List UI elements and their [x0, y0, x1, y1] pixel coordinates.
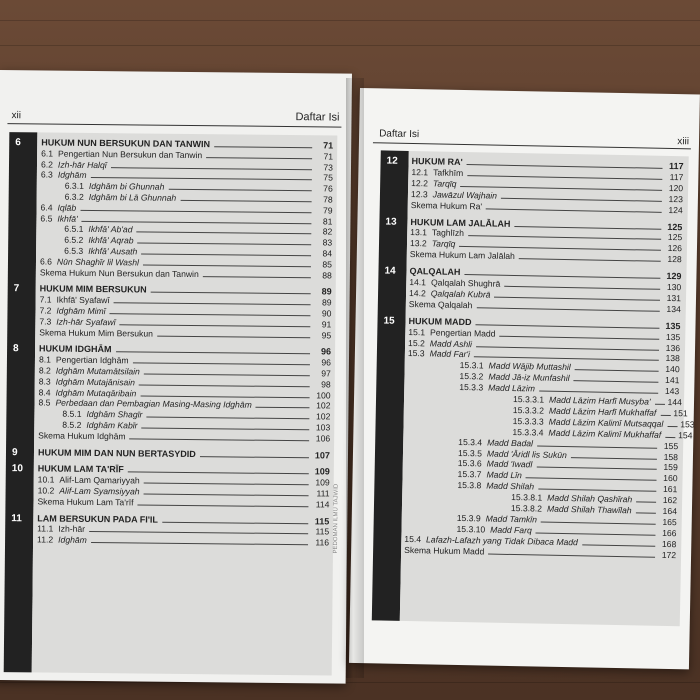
- page-number-right: xiii: [677, 136, 690, 148]
- page-number: 83: [322, 237, 333, 248]
- entry-number: 15.3.3.3: [512, 415, 544, 427]
- page-number: 76: [323, 183, 333, 194]
- chapter-number: 14: [384, 265, 396, 277]
- page-number: 155: [663, 440, 679, 451]
- entry-number: 8.5: [38, 397, 51, 408]
- page-number: 96: [321, 357, 332, 368]
- leader-line: [203, 276, 311, 278]
- entry-number: 15.3.8.2: [510, 502, 543, 514]
- entry-title: Madd 'Āridl lis Sukūn: [486, 448, 567, 460]
- entry-title: Madd Jā-iz Munfashil: [488, 371, 570, 384]
- entry-title: Izh-hār: [58, 524, 86, 535]
- entry-title: Skema Hukum Madd: [404, 544, 485, 557]
- chapter-title: QALQALAH: [409, 266, 461, 278]
- entry-title: Ikhfā' Ab'ad: [88, 224, 133, 235]
- chapter-title: HUKUM LAM TA'RĪF: [37, 463, 124, 475]
- entry-number: 15.3.8: [457, 480, 482, 491]
- leader-line: [582, 544, 655, 546]
- chapter-number: 10: [11, 463, 24, 475]
- entry-title: Alif-Lam Qamariyyah: [59, 474, 140, 486]
- entry-title: Ikhfā' Syafawī: [56, 294, 110, 306]
- entry-title: Madd Badal: [487, 437, 534, 448]
- entry-number: 15.3.7: [457, 469, 482, 480]
- entry-title: Tarqīq: [432, 178, 457, 189]
- page-number: 85: [322, 259, 333, 270]
- page-number-left: xii: [11, 110, 22, 122]
- entry-title: Lafazh-Lafazh yang Tidak Dibaca Madd: [425, 534, 578, 547]
- entry-title: Idghām: [58, 534, 87, 546]
- page-number: 144: [667, 396, 682, 408]
- entry-number: 15.3.2: [459, 371, 484, 382]
- entry-title: Idghām Kabīr: [86, 419, 138, 431]
- header-rule: [373, 142, 691, 149]
- entry-number: 15.3.3.1: [512, 393, 545, 405]
- entry-number: 15.3.3: [459, 382, 484, 393]
- entry-number: 15.3: [407, 348, 425, 359]
- page-number: 71: [323, 140, 334, 151]
- entry-title: Skema Hukum Nun Bersukun dan Tanwin: [39, 267, 199, 279]
- page-number: 102: [315, 411, 331, 422]
- page-number: 158: [663, 451, 679, 462]
- entry-number: 11.1: [37, 523, 54, 534]
- entry-title: Skema Hukum Lam Jalālah: [409, 249, 515, 262]
- leader-line: [206, 157, 312, 159]
- entry-number: 12.1: [411, 166, 429, 178]
- entry-title: Madd Līn: [486, 469, 522, 481]
- entry-number: 6.5.3: [64, 245, 84, 256]
- entry-title: Qalqalah Shughrā: [430, 277, 501, 289]
- right-page: [349, 88, 700, 669]
- entry-number: 13.1: [410, 227, 428, 238]
- page-number: 73: [323, 161, 334, 173]
- page-number: 153: [680, 419, 695, 430]
- page-number: 136: [665, 342, 681, 353]
- entry-number: 8.5.2: [62, 419, 82, 430]
- entry-title: Madd Lāzim Kalimī Mutsaqqal: [548, 416, 664, 429]
- entry-title: Nūn Shaghīr lil Washl: [56, 256, 139, 268]
- entry-number: 6.1: [41, 148, 54, 159]
- entry-title: Skema Hukum Lam Ta'rīf: [37, 496, 134, 508]
- entry-number: 6.4: [40, 202, 53, 213]
- entry-title: Skema Hukum Mim Bersukun: [39, 327, 153, 339]
- page-number: 135: [665, 331, 681, 342]
- page-number: 172: [661, 549, 677, 560]
- chapter-number: 8: [13, 343, 19, 355]
- left-page: [0, 70, 352, 684]
- running-header-right: Daftar Isi: [379, 128, 420, 141]
- entry-number: 11.2: [37, 534, 54, 545]
- entry-title: Qalqalah Kubrā: [430, 288, 491, 300]
- page-number: 96: [320, 346, 332, 357]
- chapter-number: 13: [385, 216, 397, 228]
- page-number: 117: [668, 160, 684, 172]
- page-number: 89: [321, 286, 332, 297]
- entry-number: 8.1: [38, 354, 51, 365]
- entry-number: 6.3: [40, 169, 53, 180]
- entry-number: 15.3.6: [457, 458, 482, 469]
- entry-title: Idghām bi Lā Ghunnah: [88, 191, 177, 203]
- page-number: 117: [669, 171, 684, 183]
- entry-number: 8.3: [38, 376, 51, 387]
- page-number: 165: [662, 516, 677, 528]
- entry-title: Alif-Lam Syamsiyyah: [59, 485, 140, 497]
- entry-number: 6.5.2: [64, 234, 84, 246]
- entry-title: Idghām Mutamātsilain: [55, 365, 140, 377]
- entry-number: 6.6: [39, 256, 53, 267]
- page-number: 123: [668, 193, 684, 204]
- leader-line: [667, 426, 677, 427]
- leader-line: [519, 258, 661, 262]
- entry-title: Ikhfā': [57, 213, 78, 224]
- page-number: 111: [316, 488, 330, 499]
- entry-title: Madd Farq: [490, 524, 532, 536]
- page-number: 135: [665, 320, 681, 331]
- entry-title: Idghām: [57, 170, 87, 181]
- page-number: 128: [667, 254, 682, 265]
- leader-line: [130, 438, 310, 441]
- page-number: 109: [314, 466, 330, 477]
- book-spine: [346, 78, 364, 678]
- entry-number: 15.3.10: [456, 523, 486, 535]
- page-number: 154: [678, 429, 693, 441]
- page-number: 131: [666, 292, 682, 304]
- entry-title: Idghām Mutaqāribain: [55, 387, 137, 399]
- leader-line: [636, 501, 656, 502]
- leader-line: [655, 404, 665, 405]
- leader-line: [200, 456, 309, 458]
- entry-title: Madd Tamkīn: [485, 513, 538, 525]
- page-number: 130: [666, 281, 682, 293]
- entry-number: 8.4: [38, 387, 51, 398]
- entry-title: Tafkhīm: [433, 167, 464, 178]
- entry-title: Madd Lāzim Harfī Musyba': [549, 394, 651, 407]
- page-number: 120: [668, 182, 684, 194]
- entry-title: Idghām bi Ghunnah: [88, 181, 165, 192]
- entry-title: Ikhfā' Ausath: [88, 245, 138, 257]
- entry-number: 7.1: [39, 294, 52, 305]
- chapter-number: 15: [383, 315, 395, 327]
- entry-number: 7.2: [39, 305, 52, 316]
- entry-title: Idghām Shagīr: [86, 409, 143, 420]
- chapter-title: LAM BERSUKUN PADA FI'IL: [37, 513, 158, 525]
- entry-title: Perbedaan dan Pembagian Masing-Masing Idghām: [55, 397, 252, 411]
- entry-number: 15.3.1: [459, 360, 484, 371]
- leader-line: [137, 504, 308, 507]
- chapter-title: HUKUM NUN BERSUKUN DAN TANWIN: [41, 137, 211, 150]
- leader-line: [157, 335, 310, 338]
- page-number: 106: [315, 433, 331, 444]
- page-number: 82: [322, 226, 333, 237]
- page-number: 140: [665, 364, 680, 375]
- page-number: 102: [316, 400, 331, 411]
- entry-number: 12.3: [410, 188, 428, 200]
- page-number: 114: [315, 499, 330, 510]
- chapter-title: HUKUM MIM DAN NUN BERTASYDID: [37, 447, 196, 459]
- entry-number: 8.2: [38, 365, 51, 376]
- chapter-number: 12: [386, 155, 398, 167]
- page-number: 89: [321, 297, 332, 308]
- page-number: 143: [664, 386, 680, 397]
- entry-number: 10.1: [37, 474, 55, 485]
- entry-title: Pengertian Nun Bersukun dan Tanwin: [58, 148, 203, 160]
- entry-title: Madd Lāzim Harfī Mukhaffaf: [548, 405, 657, 418]
- page-number: 103: [315, 422, 331, 433]
- page-number: 125: [667, 221, 683, 232]
- page-number: 116: [315, 537, 330, 548]
- page-number: 91: [321, 319, 332, 330]
- header-rule: [7, 123, 341, 127]
- entry-number: 10.2: [37, 485, 55, 496]
- chapter-number: 9: [11, 446, 18, 458]
- page-number: 164: [662, 505, 678, 517]
- entry-title: Madd Shilah: [486, 480, 535, 492]
- leader-line: [636, 512, 656, 513]
- entry-title: Madd Lāzim Kalimī Mukhaffaf: [548, 427, 662, 440]
- page-number: 71: [323, 151, 334, 162]
- page-number: 129: [666, 271, 682, 282]
- page-number: 160: [663, 473, 678, 484]
- entry-title: Jawāzul Wajhain: [432, 189, 498, 201]
- entry-number: 15.3.3.4: [512, 426, 544, 438]
- chapter-number: 6: [15, 137, 21, 149]
- page-number: 79: [322, 205, 333, 216]
- page-number: 97: [321, 368, 331, 379]
- page-number: 141: [665, 375, 680, 386]
- page-number: 78: [323, 194, 333, 205]
- entry-title: Iqlāb: [57, 202, 77, 213]
- entry-number: 15.3.9: [456, 512, 481, 524]
- chapter-title: HUKUM LAM JALĀLAH: [410, 216, 511, 229]
- page-number: 168: [661, 538, 677, 549]
- page-number: 107: [314, 449, 331, 461]
- page-number: 90: [321, 308, 332, 319]
- page-number: 115: [314, 515, 330, 527]
- entry-number: 8.5.1: [62, 408, 82, 420]
- leader-line: [214, 146, 312, 148]
- page-number: 151: [673, 407, 688, 419]
- entry-title: Ikhfā' Aqrab: [88, 235, 134, 246]
- chapter-number: 11: [11, 512, 22, 524]
- chapter-title: HUKUM IDGHĀM: [39, 343, 112, 355]
- chapter-title: HUKUM MADD: [408, 315, 472, 327]
- entry-number: 7.3: [39, 316, 52, 327]
- entry-number: 15.4: [404, 533, 422, 544]
- page-number: 161: [662, 484, 678, 495]
- page-number: 159: [663, 462, 678, 473]
- running-header-left: Daftar Isi: [295, 111, 340, 124]
- chapter-title: HUKUM MIM BERSUKUN: [39, 283, 147, 295]
- entry-number: 6.5.1: [64, 224, 84, 235]
- entry-number: 6.3.1: [64, 180, 84, 192]
- page-number: 75: [323, 172, 333, 183]
- entry-title: Madd Shilah Thawīlah: [546, 503, 632, 516]
- entry-title: Taghlīzh: [431, 227, 465, 239]
- page-number: 109: [315, 477, 330, 488]
- entry-title: Madd Shilah Qashīrah: [547, 492, 633, 505]
- entry-title: Pengertian Madd: [429, 326, 496, 339]
- entry-title: Skema Hukum Idghām: [38, 430, 126, 442]
- entry-number: 15.1: [408, 326, 426, 337]
- entry-title: Izh-hār Halqī: [57, 159, 107, 170]
- page-number: 95: [321, 329, 332, 341]
- entry-title: Idghām Mutajānisain: [55, 376, 136, 388]
- entry-number: 15.3.4: [458, 436, 483, 448]
- entry-number: 6.2: [40, 159, 54, 170]
- chapter-title: HUKUM RA': [411, 156, 463, 167]
- page-number: 98: [321, 379, 331, 390]
- entry-number: 15.3.5: [457, 447, 483, 458]
- page-number: 125: [667, 232, 683, 243]
- entry-title: Tarqīq: [431, 238, 456, 250]
- entry-title: Madd 'Iwadl: [486, 458, 533, 470]
- entry-title: Izh-hār Syafawī: [56, 316, 116, 328]
- leader-line: [91, 542, 308, 545]
- page-number: 166: [662, 527, 677, 538]
- page-number: 134: [666, 303, 681, 314]
- page-number: 138: [665, 353, 680, 364]
- page-number: 115: [315, 526, 330, 537]
- page-number: 126: [667, 243, 683, 254]
- entry-number: 14.1: [409, 276, 427, 288]
- page-number: 162: [662, 494, 678, 506]
- entry-number: 12.2: [411, 177, 429, 189]
- page-number: 88: [322, 269, 332, 281]
- entry-title: Madd Lāzim: [488, 382, 536, 394]
- entry-number: 6.5: [40, 213, 53, 224]
- entry-number: 15.3.8.1: [511, 492, 543, 503]
- page-number: 100: [316, 389, 331, 401]
- chapter-number: 7: [13, 283, 20, 295]
- entry-number: 13.2: [409, 238, 427, 249]
- leader-line: [665, 437, 675, 438]
- entry-number: 6.3.2: [64, 191, 84, 202]
- page-number: 84: [322, 248, 333, 259]
- leader-line: [256, 407, 310, 409]
- entry-title: Idghām Mimī: [56, 305, 106, 317]
- spine-text: PEDOMAN ILMU TAJWID: [332, 483, 340, 554]
- leader-line: [660, 415, 670, 416]
- page-number: 81: [322, 215, 333, 227]
- entry-title: Madd Wājib Muttashil: [488, 360, 571, 373]
- entry-title: Madd Ashli: [429, 337, 473, 349]
- entry-title: Pengertian Idghām: [55, 354, 129, 366]
- entry-title: Skema Hukum Ra': [410, 199, 483, 211]
- entry-number: 15.2: [408, 337, 425, 348]
- page-number: 124: [668, 204, 683, 215]
- entry-title: Madd Far'i: [429, 348, 471, 360]
- entry-title: Skema Qalqalah: [408, 298, 473, 310]
- entry-number: 14.2: [408, 287, 426, 299]
- entry-number: 15.3.3.2: [512, 404, 545, 416]
